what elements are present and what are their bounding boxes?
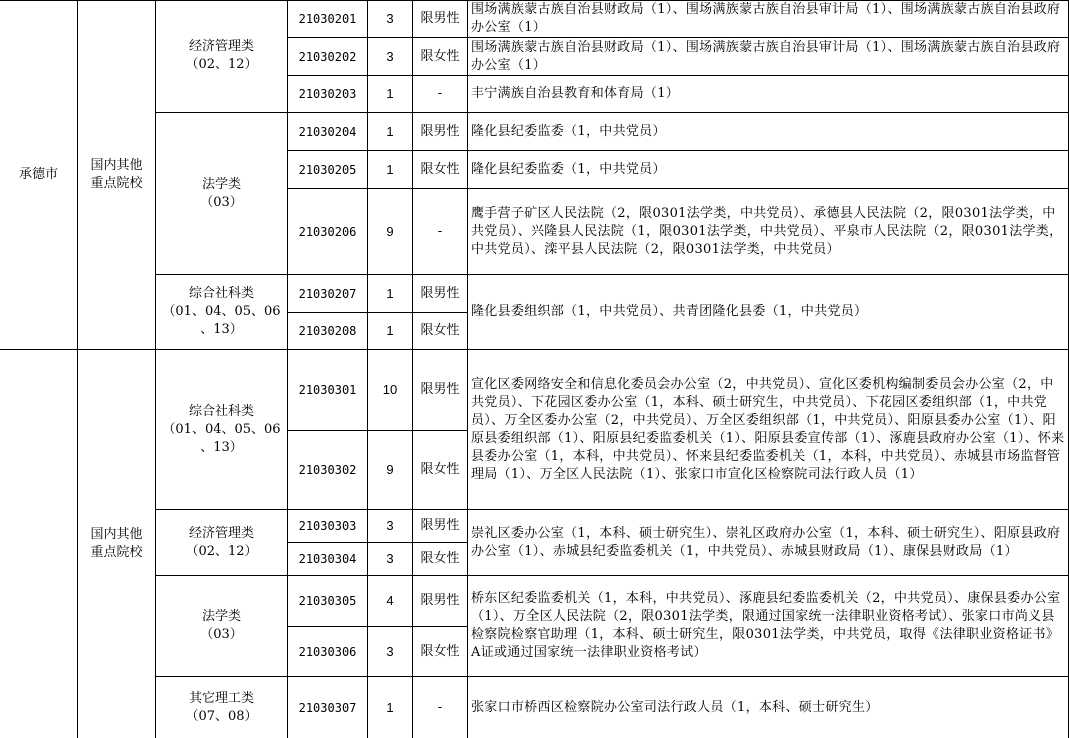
- gender-limit: 限男性: [420, 518, 460, 533]
- major-name: 其它理工类: [188, 690, 254, 706]
- gender-limit-cell: [413, 627, 468, 677]
- units-cell: [468, 0, 1069, 38]
- headcount: 1: [386, 86, 394, 101]
- headcount: 9: [386, 223, 394, 239]
- units-cell: [468, 38, 1069, 76]
- headcount-cell: [368, 677, 413, 738]
- gender-limit: 限女性: [420, 161, 460, 177]
- major-category-cell: [156, 576, 288, 677]
- headcount: 1: [386, 161, 394, 177]
- position-code-cell: [288, 313, 368, 350]
- headcount: 3: [386, 10, 394, 26]
- headcount: 10: [382, 382, 398, 397]
- school-tier-label: 国内其他重点院校: [90, 527, 143, 560]
- units-cell: [468, 677, 1069, 738]
- headcount-cell: [368, 627, 413, 677]
- units-cell-merged: [468, 510, 1069, 576]
- headcount-cell: [368, 38, 413, 76]
- headcount-cell: [368, 576, 413, 627]
- units-text: 围场满族蒙古族自治县财政局（1）、围场满族蒙古族自治县审计局（1）、围场满族蒙古族自治县政府办公室（1）: [471, 1, 1061, 35]
- position-code-cell: [288, 275, 368, 313]
- city-cell: [0, 0, 78, 350]
- major-name: 综合社科类: [188, 403, 254, 419]
- gender-limit-cell: [413, 275, 468, 313]
- school-tier-label: 国内其他重点院校: [90, 157, 143, 191]
- position-code-cell: [288, 627, 368, 677]
- headcount: 4: [386, 593, 394, 608]
- position-code: 21030204: [298, 124, 357, 139]
- position-code: 21030305: [298, 594, 357, 608]
- position-code: 21030303: [298, 519, 357, 533]
- units-text: 张家口市桥西区检察院办公室司法行政人员（1，本科、硕士研究生）: [471, 699, 879, 715]
- gender-limit-cell: [413, 0, 468, 38]
- major-name: 法学类: [201, 609, 241, 624]
- units-text: 隆化县纪委监委（1，中共党员）: [471, 123, 666, 139]
- position-code-cell: [288, 677, 368, 738]
- major-codes: （03）: [200, 194, 243, 210]
- gender-limit-cell: [413, 113, 468, 151]
- major-codes-cont: 、13）: [200, 439, 243, 455]
- headcount-cell: [368, 275, 413, 313]
- units-text: 隆化县纪委监委（1，中共党员）: [471, 161, 666, 177]
- major-category-cell: [156, 510, 288, 576]
- position-code: 21030302: [298, 463, 357, 477]
- major-name: 法学类: [201, 176, 241, 192]
- units-cell-merged: [468, 275, 1069, 350]
- headcount-cell: [368, 151, 413, 189]
- headcount-cell: [368, 431, 413, 510]
- units-cell: [468, 189, 1069, 275]
- position-code: 21030201: [298, 11, 357, 26]
- units-text: 崇礼区委办公室（1，本科、硕士研究生）、崇礼区政府办公室（1，本科、硕士研究生）、阳原县政府办公室（1）、赤城县纪委监委机关（1，中共党员）、赤城县财政局（1）、康保县财政局（1）: [471, 525, 1061, 559]
- gender-limit: 限女性: [420, 643, 460, 659]
- units-text: 围场满族蒙古族自治县财政局（1）、围场满族蒙古族自治县审计局（1）、围场满族蒙古族自治县政府办公室（1）: [471, 39, 1061, 73]
- gender-limit-cell: [413, 350, 468, 431]
- major-codes: （03）: [200, 627, 243, 642]
- position-code-cell: [288, 576, 368, 627]
- gender-limit: 限男性: [420, 593, 460, 608]
- units-cell: [468, 76, 1069, 113]
- gender-limit-cell: [413, 510, 468, 543]
- units-text: 丰宁满族自治县教育和体育局（1）: [471, 86, 680, 101]
- headcount-cell: [368, 0, 413, 38]
- position-code: 21030304: [298, 552, 357, 566]
- units-text: 鹰手营子矿区人民法院（2，限0301法学类，中共党员）、承德县人民法院（2，限0301法学类，中共党员）、兴隆县人民法院（1，限0301法学类，中共党员）、平泉市人民法院（2，限0301法学类，中共党员）、滦平县人民法院（2，限0301法学类，中共党员）: [471, 205, 1063, 257]
- units-cell-merged: [468, 576, 1069, 677]
- gender-limit-cell: [413, 189, 468, 275]
- gender-limit-cell: [413, 38, 468, 76]
- position-code: 21030208: [298, 324, 357, 338]
- headcount: 1: [386, 285, 394, 301]
- position-code: 21030203: [298, 87, 357, 101]
- major-category-cell: [156, 275, 288, 350]
- units-cell-merged: [468, 350, 1069, 510]
- gender-limit: 限女性: [420, 462, 460, 477]
- position-code: 21030207: [298, 286, 357, 301]
- major-name: 综合社科类: [188, 286, 254, 301]
- major-name: 经济管理类: [188, 39, 254, 54]
- headcount-cell: [368, 313, 413, 350]
- position-code-cell: [288, 113, 368, 151]
- headcount: 9: [386, 462, 394, 477]
- headcount-cell: [368, 510, 413, 543]
- headcount-cell: [368, 350, 413, 431]
- units-cell: [468, 113, 1069, 151]
- major-codes: （02、12）: [185, 57, 258, 72]
- gender-limit-cell: [413, 313, 468, 350]
- gender-limit-cell: [413, 151, 468, 189]
- major-codes-cont: 、13）: [200, 322, 243, 337]
- gender-limit: -: [437, 699, 443, 715]
- position-code-cell: [288, 0, 368, 38]
- headcount: 1: [386, 123, 394, 139]
- position-code: 21030205: [298, 162, 357, 177]
- headcount: 1: [386, 323, 394, 338]
- headcount: 3: [386, 643, 394, 659]
- major-codes: （02、12）: [185, 543, 258, 559]
- city-name: 承德市: [18, 166, 58, 182]
- gender-limit: 限男性: [420, 123, 460, 139]
- units-text: 宣化区委网络安全和信息化委员会办公室（2，中共党员）、宣化区委机构编制委员会办公室（2，中共党员）、下花园区委办公室（1，本科、硕士研究生，中共党员）、下花园区委组织部（1，中共党员）、万全区委办公室（2，中共党员）、万全区委组织部（1，中共党员）、阳原县委办公室（1）、阳原县委组织部（1）、阳原县纪委监委机关（1）、阳原县委宣传部（1）、涿鹿县政府办公室（1）、怀来县委办公室（1，本科，中共党员）、怀来县纪委监委机关（1，本科，中共党员）、赤城县市场监督管理局（1）、万全区人民法院（1）、张家口市宣化区检察院司法行政人员（1）: [471, 376, 1065, 482]
- gender-limit: 限男性: [420, 285, 460, 301]
- gender-limit: 限男性: [420, 382, 460, 397]
- gender-limit: 限女性: [420, 48, 460, 64]
- position-code-cell: [288, 543, 368, 576]
- position-code: 21030301: [298, 383, 357, 397]
- major-category-cell: [156, 677, 288, 738]
- headcount-cell: [368, 113, 413, 151]
- position-code-cell: [288, 76, 368, 113]
- position-code: 21030306: [298, 644, 357, 659]
- headcount: 3: [386, 48, 394, 64]
- position-code: 21030307: [298, 700, 357, 715]
- position-code-cell: [288, 189, 368, 275]
- gender-limit-cell: [413, 576, 468, 627]
- units-text: 隆化县委组织部（1，中共党员）、共青团隆化县委（1，中共党员）: [471, 304, 868, 319]
- major-name: 经济管理类: [188, 525, 254, 541]
- major-codes: （07、08）: [185, 708, 258, 724]
- city-cell-empty: [0, 350, 78, 738]
- gender-limit-cell: [413, 543, 468, 576]
- major-category-cell: [156, 350, 288, 510]
- gender-limit: -: [437, 223, 443, 239]
- school-tier-cell: [78, 0, 156, 350]
- position-code: 21030202: [298, 49, 357, 64]
- position-code-cell: [288, 350, 368, 431]
- units-text: 桥东区纪委监委机关（1，本科，中共党员）、涿鹿县纪委监委机关（2，中共党员）、康保县委办公室（1）、万全区人民法院（2，限0301法学类，限通过国家统一法律职业资格考试）、张家口市尚义县检察院检察官助理（1，本科、硕士研究生，限0301法学类，中共党员，取得《法律职业资格证书》A证或通过国家统一法律职业资格考试）: [471, 591, 1061, 660]
- major-category-cell: [156, 0, 288, 113]
- position-code-cell: [288, 151, 368, 189]
- school-tier-cell: [78, 350, 156, 738]
- gender-limit-cell: [413, 677, 468, 738]
- gender-limit: -: [437, 86, 443, 101]
- gender-limit-cell: [413, 76, 468, 113]
- position-code-cell: [288, 510, 368, 543]
- major-codes: （01、04、05、06: [162, 304, 281, 319]
- gender-limit: 限男性: [420, 10, 460, 26]
- headcount-cell: [368, 76, 413, 113]
- position-code: 21030206: [298, 224, 357, 239]
- headcount: 3: [386, 551, 394, 566]
- units-cell: [468, 151, 1069, 189]
- major-category-cell: [156, 113, 288, 275]
- position-code-cell: [288, 38, 368, 76]
- gender-limit: 限女性: [420, 323, 460, 338]
- headcount-cell: [368, 189, 413, 275]
- headcount: 3: [386, 518, 394, 533]
- position-code-cell: [288, 431, 368, 510]
- major-codes: （01、04、05、06: [162, 421, 281, 437]
- gender-limit: 限女性: [420, 551, 460, 566]
- headcount-cell: [368, 543, 413, 576]
- gender-limit-cell: [413, 431, 468, 510]
- headcount: 1: [386, 699, 394, 715]
